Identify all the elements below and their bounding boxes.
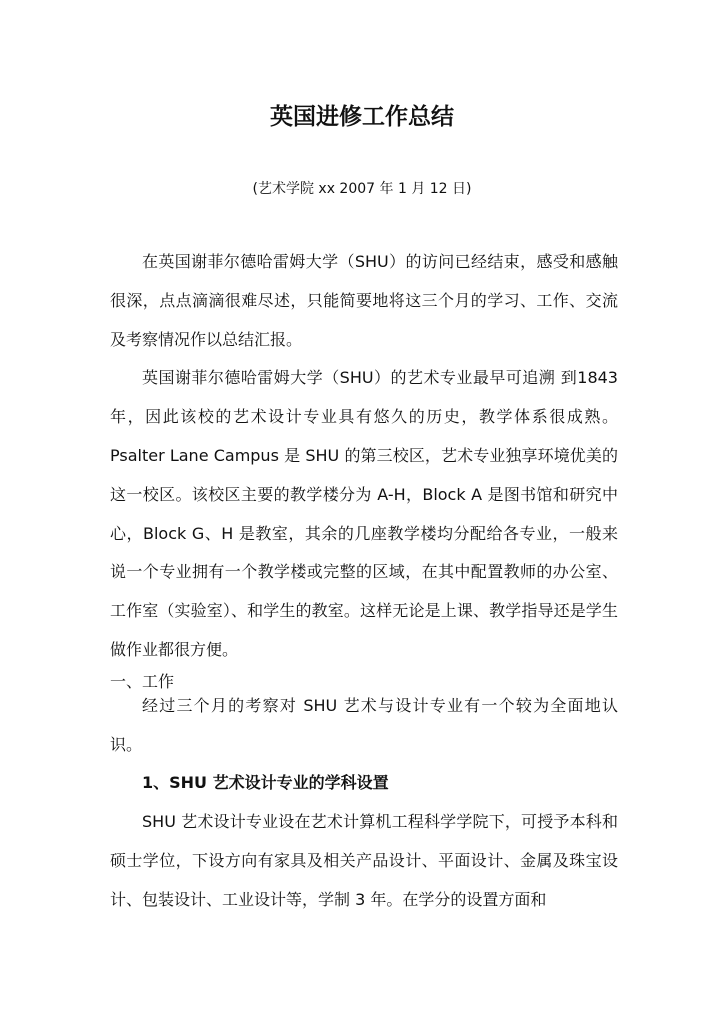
document-subtitle: (艺术学院 xx 2007 年 1 月 12 日): [252, 181, 472, 197]
subsection-discipline-paragraph: SHU 艺术设计专业设在艺术计算机工程科学学院下，可授予本科和硕士学位，下设方向有家具及相关产品设计、平面设计、金属及珠宝设计、包装设计、工业设计等，学制 3 年。在学分的设置方面和: [110, 812, 618, 909]
section-work-paragraph: 经过三个月的考察对 SHU 艺术与设计专业有一个较为全面地认识。: [110, 695, 618, 754]
background-paragraph: 英国谢菲尔德哈雷姆大学（SHU）的艺术专业最早可追溯 到1843 年，因此该校的艺术设计专业具有悠久的历史，教学体系很成熟。Psalter Lane Campus 是 SHU 的第三校区，艺术专业独享环境优美的这一校区。该校区主要的教学楼分为 A-H，Block A 是图书馆和研究中心，Block G、H 是教室，其余的几座教学楼均分配给各专业，一般来说一个专业拥有一个教学楼或完整的区域，在其中配置教师的办公室、工作室（实验室）、和学生的教室。这样无论是上课、教学指导还是学生做作业都很方便。: [110, 368, 618, 659]
document-body: [110, 243, 618, 920]
subsection-heading-discipline: 1、SHU 艺术设计专业的学科设置: [142, 773, 389, 793]
section-heading-work: 一、工作: [110, 671, 175, 691]
document-title: 英国进修工作总结: [270, 104, 454, 130]
intro-paragraph: 在英国谢菲尔德哈雷姆大学（SHU）的访问已经结束，感受和感触很深，点点滴滴很难尽述，只能简要地将这三个月的学习、工作、交流及考察情况作以总结汇报。: [110, 252, 618, 349]
